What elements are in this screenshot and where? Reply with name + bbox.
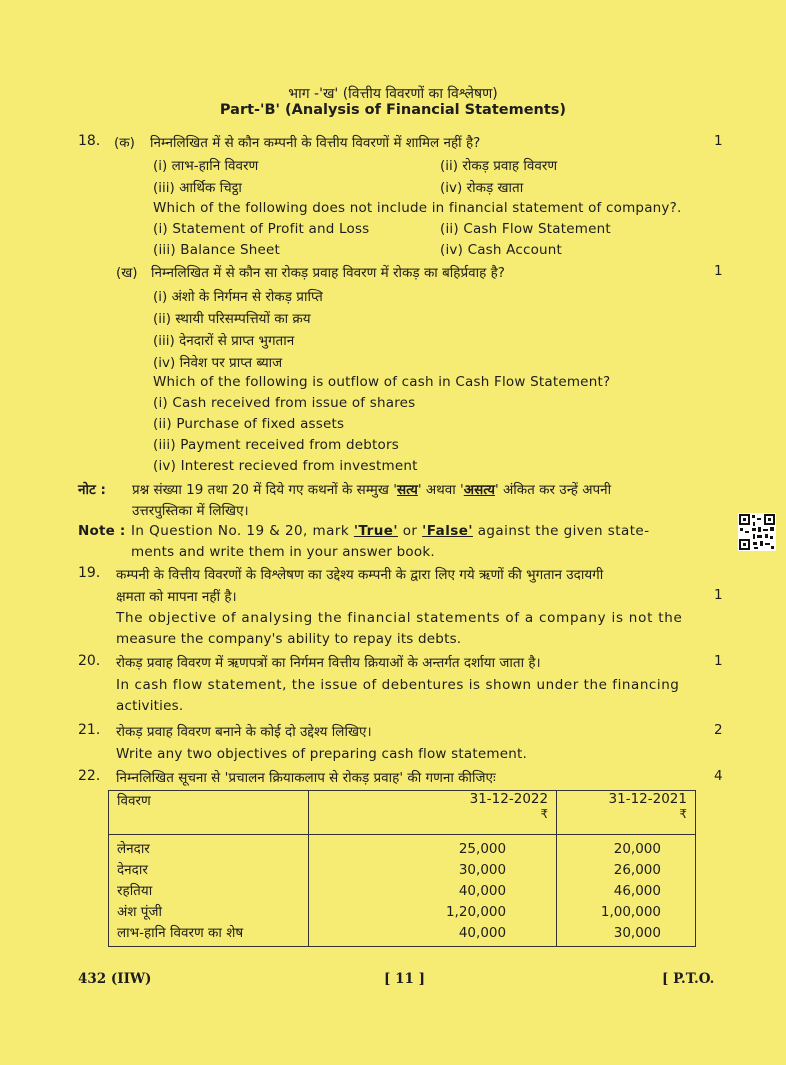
- value-2021: 30,000: [613, 925, 661, 941]
- values-2022-column: [308, 835, 557, 947]
- q22-text-hindi: निम्नलिखित सूचना से 'प्रचालन क्रियाकलाप से रोकड़ प्रवाह' की गणना कीजिएः: [116, 770, 496, 786]
- q18b-text-english: Which of the following is outflow of cash in Cash Flow Statement?: [153, 374, 611, 390]
- page-number: [ 11 ]: [384, 971, 425, 987]
- question-number-20: 20.: [78, 653, 101, 669]
- true-word-hindi: सत्य: [396, 482, 418, 498]
- q18a-option-2-hindi: (ii) रोकड़ प्रवाह विवरण: [440, 158, 558, 174]
- please-turn-over: [ P.T.O.: [662, 971, 715, 987]
- value-2021: 20,000: [613, 841, 661, 857]
- q18a-text-english: Which of the following does not include in financial statement of company?.: [153, 200, 682, 216]
- q21-marks: 2: [714, 722, 723, 738]
- note-label-english: Note :: [78, 523, 126, 539]
- value-2022: 1,20,000: [445, 904, 507, 920]
- row-label: अंश पूंजी: [117, 904, 162, 920]
- row-label: रहतिया: [117, 883, 153, 899]
- q20-text-english-line-2: activities.: [116, 698, 184, 714]
- table-header-row: [109, 791, 696, 835]
- paper-code: 432 (IIW): [78, 971, 152, 987]
- value-2022: 25,000: [458, 841, 507, 857]
- q18a-text-hindi: निम्नलिखित में से कौन कम्पनी के वित्तीय विवरणों में शामिल नहीं है?: [150, 135, 481, 151]
- header-year-2022: 31-12-2022 ₹: [308, 791, 557, 835]
- q18b-label: (ख): [116, 265, 138, 281]
- q22-marks: 4: [714, 768, 723, 784]
- q19-text-hindi-line-1: कम्पनी के वित्तीय विवरणों के विश्लेषण का उद्देश्य कम्पनी के द्वारा लिए गये ऋणों की भुगतान उदायगी: [116, 567, 604, 583]
- rupee-symbol-2021: ₹: [679, 807, 687, 821]
- row-label: देनदार: [117, 862, 148, 878]
- note-line-2-hindi: उत्तरपुस्तिका में लिखिए।: [132, 503, 249, 519]
- q18a-marks: 1: [714, 133, 723, 149]
- q19-text-hindi-line-2: क्षमता को मापना नहीं है।: [116, 589, 237, 605]
- qr-code-icon: [738, 513, 776, 551]
- true-word-english: 'True': [353, 523, 398, 539]
- values-2021-column: [557, 835, 696, 947]
- question-number-22: 22.: [78, 768, 101, 784]
- table-body-row: [109, 835, 696, 947]
- q18a-option-2-english: (ii) Cash Flow Statement: [440, 221, 611, 237]
- q19-text-english-line-1: The objective of analysing the financial statements of a company is not the: [116, 610, 683, 626]
- value-2021: 46,000: [613, 883, 661, 899]
- q20-text-english-line-1: In cash flow statement, the issue of debentures is shown under the financing: [116, 677, 680, 693]
- false-word-english: 'False': [422, 523, 473, 539]
- q19-text-english-line-2: measure the company's ability to repay its debts.: [116, 631, 462, 647]
- q20-marks: 1: [714, 653, 723, 669]
- row-label: लेनदार: [117, 841, 150, 857]
- header-particulars: विवरण: [109, 791, 309, 835]
- value-2021: 1,00,000: [600, 904, 661, 920]
- q18a-option-3-english: (iii) Balance Sheet: [153, 242, 281, 258]
- part-heading-hindi: भाग -'ख' (वित्तीय विवरणों का विश्लेषण): [288, 86, 498, 102]
- q18b-option-4-hindi: (iv) निवेश पर प्राप्त ब्याज: [153, 355, 283, 371]
- false-word-hindi: असत्य: [463, 482, 495, 498]
- q18a-label: (क): [114, 135, 135, 151]
- q18a-option-4-english: (iv) Cash Account: [440, 242, 563, 258]
- q18a-option-1-english: (i) Statement of Profit and Loss: [153, 221, 370, 237]
- q21-text-hindi: रोकड़ प्रवाह विवरण बनाने के कोई दो उद्देश्य लिखिए।: [116, 724, 372, 740]
- q18b-option-3-hindi: (iii) देनदारों से प्राप्त भुगतान: [153, 333, 295, 349]
- q18b-option-2-english: (ii) Purchase of fixed assets: [153, 416, 345, 432]
- value-2022: 30,000: [458, 862, 507, 878]
- value-2022: 40,000: [458, 883, 507, 899]
- q18a-option-4-hindi: (iv) रोकड़ खाता: [440, 180, 524, 196]
- financial-data-table: [108, 790, 696, 947]
- particulars-column: [109, 835, 309, 947]
- row-label: लाभ-हानि विवरण का शेष: [117, 925, 244, 941]
- q18a-option-3-hindi: (iii) आर्थिक चिट्ठा: [153, 180, 242, 196]
- value-2022: 40,000: [458, 925, 507, 941]
- q21-text-english: Write any two objectives of preparing cash flow statement.: [116, 746, 527, 762]
- rupee-symbol-2022: ₹: [540, 807, 549, 821]
- note-line-1-english: In Question No. 19 & 20, mark 'True' or 'False' against the given state-: [131, 523, 650, 539]
- q18a-option-1-hindi: (i) लाभ-हानि विवरण: [153, 158, 259, 174]
- q20-text-hindi: रोकड़ प्रवाह विवरण में ऋणपत्रों का निर्गमन वित्तीय क्रियाओं के अन्तर्गत दर्शाया जाता है।: [116, 655, 541, 671]
- question-number-19: 19.: [78, 565, 101, 581]
- note-line-2-english: ments and write them in your answer book.: [131, 544, 435, 560]
- q19-marks: 1: [714, 587, 723, 603]
- note-line-1-hindi: प्रश्न संख्या 19 तथा 20 में दिये गए कथनों के सम्मुख 'सत्य' अथवा 'असत्य' अंकित कर उन्हें अपनी: [132, 482, 612, 498]
- q18b-text-hindi: निम्नलिखित में से कौन सा रोकड़ प्रवाह विवरण में रोकड़ का बहिर्प्रवाह है?: [151, 265, 505, 281]
- q18b-option-1-english: (i) Cash received from issue of shares: [153, 395, 416, 411]
- question-number-18: 18.: [78, 133, 101, 149]
- value-2021: 26,000: [613, 862, 661, 878]
- part-heading-english: Part-'B' (Analysis of Financial Statements): [219, 102, 567, 118]
- q18b-option-4-english: (iv) Interest recieved from investment: [153, 458, 418, 474]
- header-year-2021: 31-12-2021 ₹: [557, 791, 696, 835]
- q18b-option-1-hindi: (i) अंशो के निर्गमन से रोकड़ प्राप्ति: [153, 289, 323, 305]
- note-label-hindi: नोट :: [78, 482, 106, 498]
- question-number-21: 21.: [78, 722, 101, 738]
- q18b-option-2-hindi: (ii) स्थायी परिसम्पत्तियों का क्रय: [153, 311, 311, 327]
- q18b-option-3-english: (iii) Payment received from debtors: [153, 437, 399, 453]
- q18b-marks: 1: [714, 263, 723, 279]
